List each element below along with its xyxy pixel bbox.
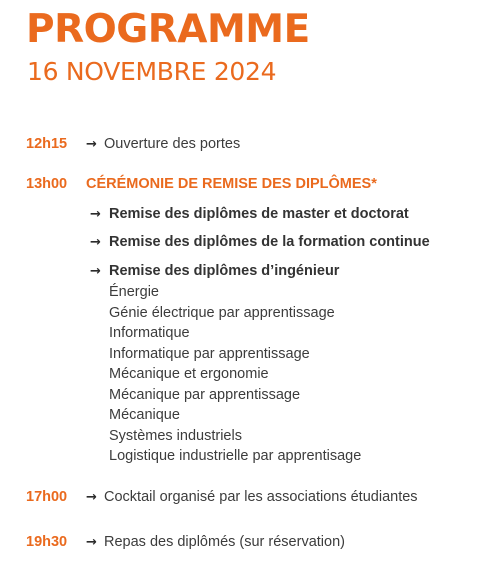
event-label: Cocktail organisé par les associations étudiantes bbox=[104, 489, 418, 505]
schedule-row-dinner bbox=[26, 533, 345, 551]
arrow-right-icon: → bbox=[86, 137, 97, 152]
list-item: Mécanique bbox=[109, 407, 180, 423]
ceremony-item-label: Remise des diplômes d’ingénieur bbox=[109, 263, 340, 279]
time-label: 13h00 bbox=[26, 176, 68, 192]
event-label: Ouverture des portes bbox=[104, 136, 241, 152]
list-item: Mécanique par apprentissage bbox=[109, 386, 301, 403]
schedule-row-ceremony bbox=[26, 175, 377, 193]
list-item: Informatique par apprentissage bbox=[109, 345, 310, 362]
event-date: 16 NOVEMBRE 2024 bbox=[27, 57, 277, 86]
schedule-row-doors bbox=[26, 135, 240, 153]
ceremony-item-engineer bbox=[90, 262, 339, 280]
list-item: Énergie bbox=[109, 284, 159, 300]
time-label: 17h00 bbox=[26, 489, 68, 505]
time-label: 12h15 bbox=[26, 136, 68, 152]
ceremony-item-label: Remise des diplômes de la formation continue bbox=[109, 234, 430, 250]
list-item: Logistique industrielle par apprentisage bbox=[109, 448, 362, 464]
arrow-right-icon: → bbox=[86, 535, 97, 550]
engineering-programs-list bbox=[109, 282, 361, 467]
list-item: Mécanique et ergonomie bbox=[109, 366, 269, 382]
arrow-right-icon: → bbox=[90, 264, 101, 279]
arrow-right-icon: → bbox=[90, 207, 101, 222]
time-label: 19h30 bbox=[26, 534, 68, 550]
list-item: Informatique bbox=[109, 325, 190, 341]
ceremony-item-master bbox=[90, 205, 409, 223]
list-item: Génie électrique par apprentissage bbox=[109, 304, 335, 321]
ceremony-heading: CÉRÉMONIE DE REMISE DES DIPLÔMES* bbox=[86, 176, 377, 192]
page-title: PROGRAMME bbox=[26, 7, 310, 52]
ceremony-item-label: Remise des diplômes de master et doctorat bbox=[109, 206, 409, 222]
arrow-right-icon: → bbox=[90, 235, 101, 250]
schedule-row-cocktail bbox=[26, 488, 418, 506]
ceremony-item-continuing-education bbox=[90, 233, 430, 251]
event-label: Repas des diplômés (sur réservation) bbox=[104, 534, 345, 550]
arrow-right-icon: → bbox=[86, 490, 97, 505]
list-item: Systèmes industriels bbox=[109, 427, 242, 444]
